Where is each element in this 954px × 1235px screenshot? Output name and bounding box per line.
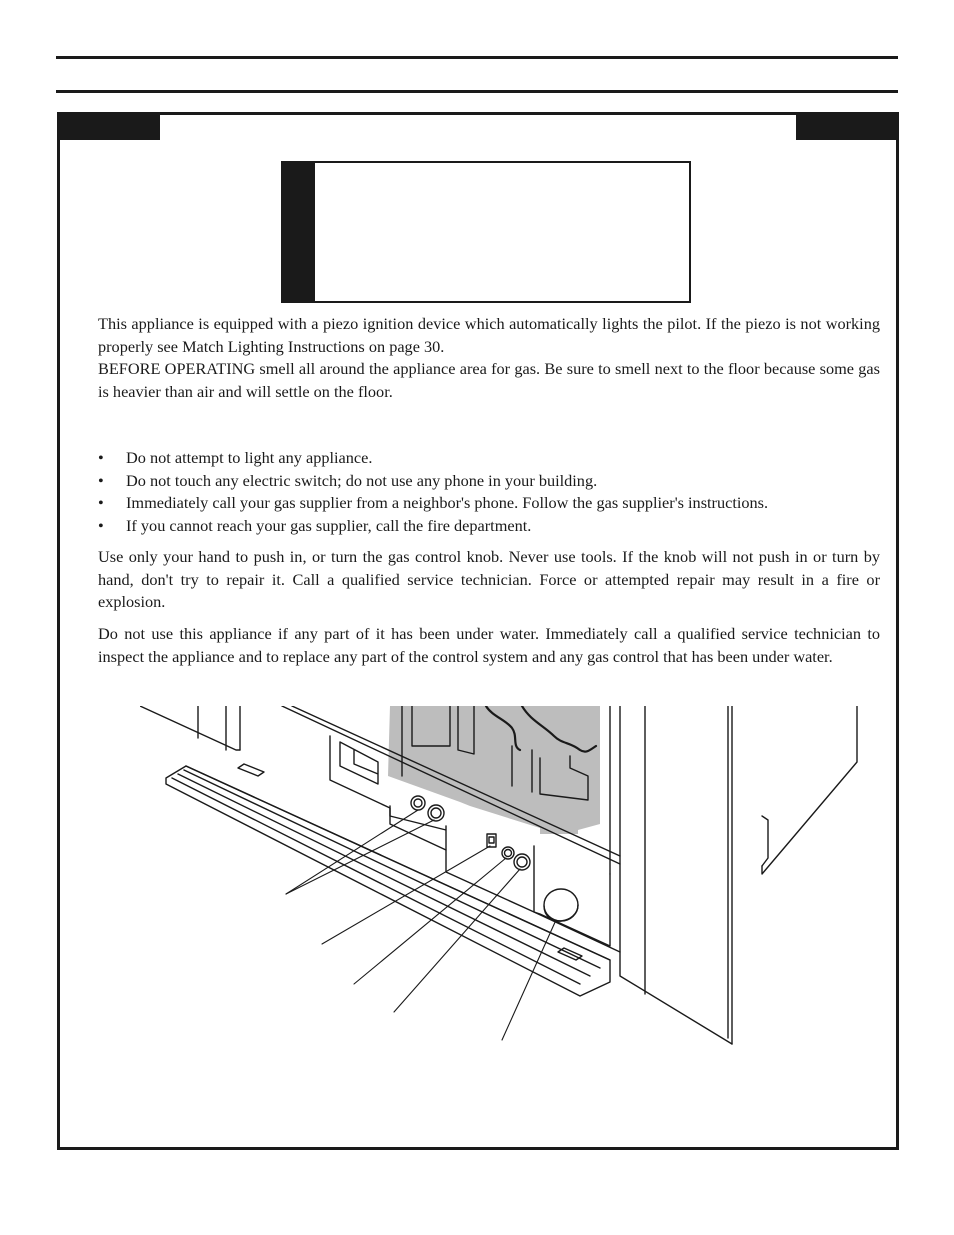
list-item-text: Do not touch any electric switch; do not use any phone in your building. [126, 470, 598, 490]
knob-3-icon [502, 847, 514, 859]
bullet-glyph: • [98, 448, 104, 467]
fireplace-control-panel-illustration [140, 706, 870, 1050]
under-water-paragraph: Do not use this appliance if any part of it has been under water. Immediately call a qualified service technician to inspect the appliance and to replace any part of the control system and any gas control that has been under water. [98, 624, 880, 666]
intro-section [98, 313, 880, 403]
header-rule-bottom [56, 90, 898, 93]
warning-box [281, 161, 691, 303]
frame-corner-tab-right [796, 113, 898, 140]
hand-only-paragraph: Use only your hand to push in, or turn the gas control knob. Never use tools. If the knob will not push in or turn by hand, don't try to repair it. Call a qualified service technician. Force or attempted repair may result in a fire or explosion. [98, 547, 880, 611]
frame-corner-tab-left [58, 113, 160, 140]
bullet-glyph: • [98, 493, 104, 512]
list-item-text: Immediately call your gas supplier from a neighbor's phone. Follow the gas supplier's instructions. [126, 493, 769, 512]
gas-smell-list [98, 447, 880, 537]
header-rule-top [56, 56, 898, 59]
under-water-section [98, 623, 880, 668]
hand-only-section [98, 546, 880, 614]
bullet-glyph: • [98, 515, 104, 535]
list-item-text: If you cannot reach your gas supplier, call the fire department. [126, 515, 532, 535]
callout-leaders [286, 810, 556, 1040]
bullet-glyph: • [98, 470, 104, 490]
list-item-text: Do not attempt to light any appliance. [126, 448, 373, 467]
list-item [98, 492, 880, 515]
warning-box-bar [283, 163, 315, 301]
list-item [98, 515, 880, 538]
list-item [98, 447, 880, 470]
before-operating-paragraph: BEFORE OPERATING smell all around the appliance area for gas. Be sure to smell next to the floor because some gas is heavier than air and will settle on the floor. [98, 359, 880, 401]
list-item [98, 470, 880, 493]
knob-1-icon [411, 796, 425, 810]
piezo-paragraph: This appliance is equipped with a piezo ignition device which automatically lights the pilot. If the piezo is not working properly see Match Lighting Instructions on page 30. [98, 314, 880, 356]
